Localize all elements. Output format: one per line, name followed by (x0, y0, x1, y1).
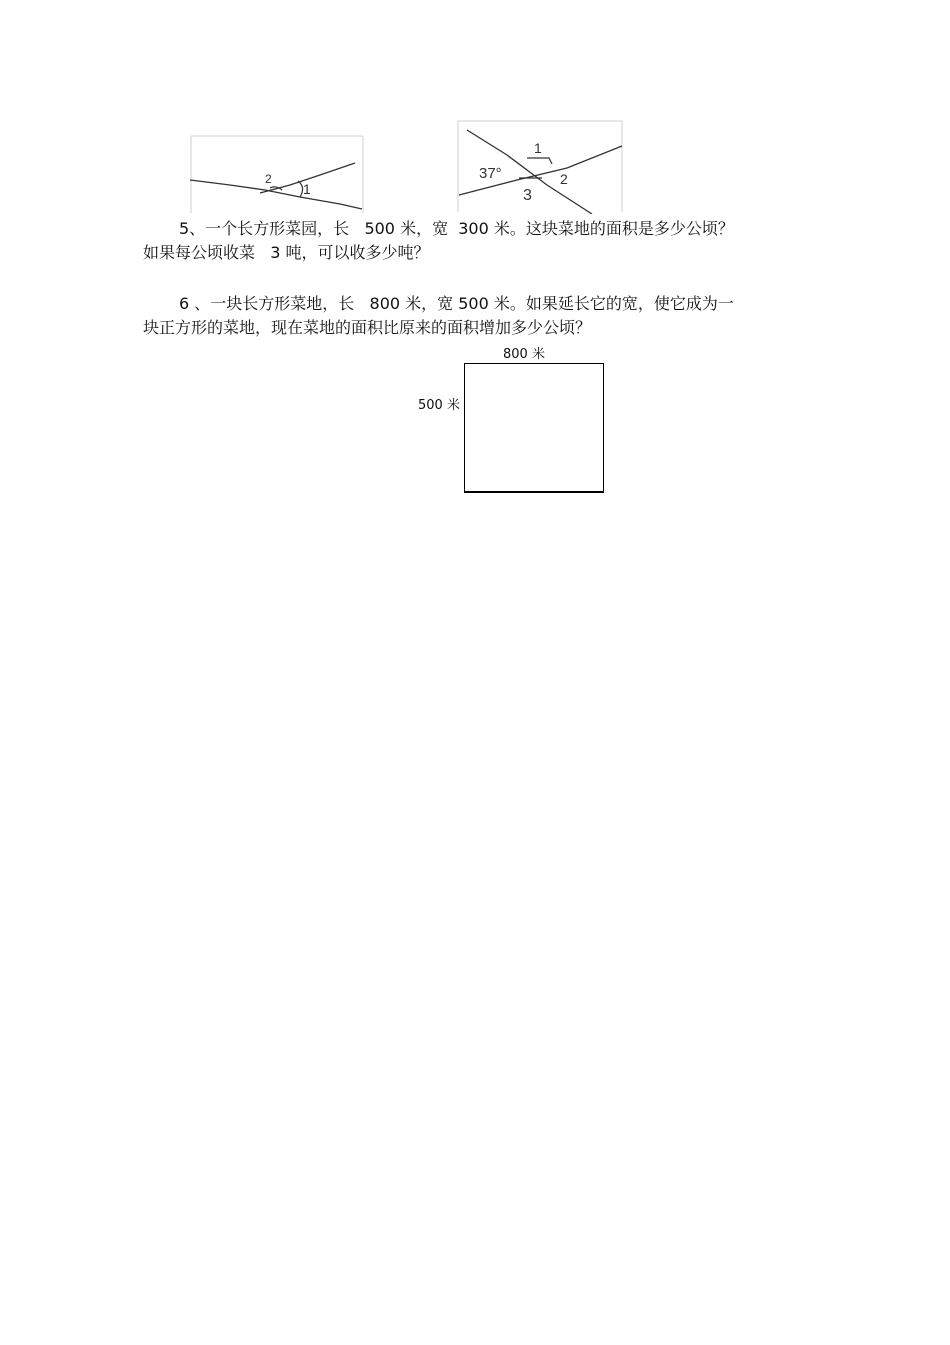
angle-label-1: 1 (534, 140, 542, 156)
angle-label-1: 1 (303, 181, 311, 197)
field-rectangle (464, 363, 604, 493)
problem-6-line-2: 块正方形的菜地，现在菜地的面积比原来的面积增加多少公顷？ (143, 318, 592, 337)
problem-5-line-2: 如果每公顷收菜 3 吨，可以收多少吨？ (143, 243, 430, 262)
problem-5-line-1: 5、一个长方形菜园，长 500 米，宽 300 米。这块菜地的面积是多少公顷？ (179, 219, 734, 238)
angle-1-mark (527, 158, 552, 164)
angle-label-2: 2 (265, 172, 272, 186)
angle-figure-right (457, 120, 625, 214)
line-a (190, 180, 362, 209)
problem-5 (143, 217, 803, 265)
angle-label-2: 2 (560, 171, 568, 187)
diagram-top-label: 800 米 (503, 347, 545, 362)
problem-6-line-1: 6 、一块长方形菜地，长 800 米，宽 500 米。如果延长它的宽，使它成为一 (179, 294, 734, 313)
diagram-side-label: 500 米 (418, 398, 460, 413)
problem-6 (143, 292, 803, 340)
angle-label-37: 37° (479, 165, 502, 182)
angle-1-arc (298, 181, 303, 197)
angle-label-3: 3 (523, 187, 532, 204)
angle-figure-left (190, 135, 366, 215)
